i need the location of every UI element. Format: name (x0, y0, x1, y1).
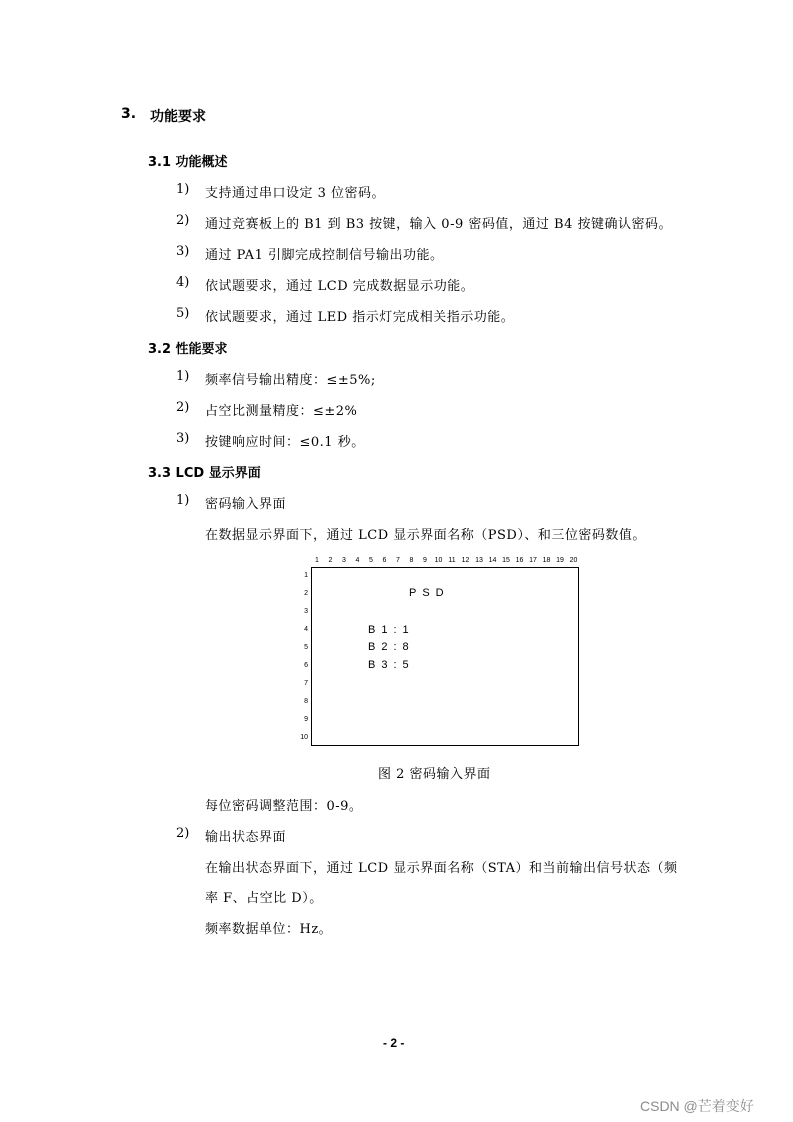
lcd-column-label: 12 (461, 557, 470, 564)
list-item-number: 5) (176, 306, 190, 321)
lcd-row-label: 6 (304, 662, 308, 669)
lcd-line-b1: B1:1 (368, 624, 415, 636)
list-item-number: 1) (176, 182, 190, 197)
lcd-column-label: 10 (434, 557, 443, 564)
paragraph: 每位密码调整范围：0-9。 (205, 799, 363, 814)
list-item-number: 2) (176, 213, 190, 228)
lcd-column-label: 17 (529, 557, 537, 564)
list-item-number: 3) (176, 244, 190, 259)
lcd-row-label: 8 (304, 698, 308, 705)
list-item-text: 通过 PA1 引脚完成控制信号输出功能。 (205, 248, 444, 263)
lcd-column-label: 16 (515, 557, 524, 564)
section-title: 功能要求 (150, 109, 206, 125)
list-item-text: 依试题要求，通过 LCD 完成数据显示功能。 (205, 279, 475, 294)
lcd-line-b2: B2:8 (368, 641, 415, 653)
list-item-text: 支持通过串口设定 3 位密码。 (205, 186, 386, 201)
lcd-column-label: 8 (409, 557, 414, 564)
section-number: 3. (121, 106, 137, 122)
page-number: - 2 - (383, 1036, 405, 1050)
lcd-column-label: 14 (488, 557, 497, 564)
lcd-row-label: 1 (304, 572, 308, 579)
subsection-heading-3-2: 3.2 性能要求 (148, 342, 228, 357)
lcd-line-b3: B3:5 (368, 659, 415, 671)
lcd-column-label: 2 (328, 557, 333, 564)
list-item-title: 输出状态界面 (205, 830, 287, 845)
lcd-column-label: 7 (396, 557, 400, 564)
lcd-column-label: 13 (475, 557, 483, 564)
lcd-row-label: 4 (304, 626, 308, 633)
lcd-column-label: 11 (448, 557, 456, 564)
lcd-column-label: 3 (342, 557, 346, 564)
list-item-text: 通过竞赛板上的 B1 到 B3 按键，输入 0-9 密码值，通过 B4 按键确认密码。 (205, 217, 672, 232)
lcd-column-label: 18 (542, 557, 551, 564)
paragraph: 率 F、占空比 D）。 (205, 891, 323, 906)
list-item-text: 按键响应时间：≤0.1 秒。 (205, 435, 365, 450)
lcd-column-label: 5 (369, 557, 373, 564)
list-item-number: 1) (176, 493, 190, 508)
list-item-number: 3) (176, 431, 190, 446)
figure-caption: 图 2 密码输入界面 (378, 767, 491, 782)
paragraph: 在数据显示界面下，通过 LCD 显示界面名称（PSD）、和三位密码数值。 (205, 528, 646, 543)
lcd-row-label: 9 (304, 716, 308, 723)
lcd-row-label: 10 (300, 734, 308, 741)
lcd-column-label: 19 (556, 557, 564, 564)
lcd-column-label: 15 (502, 557, 510, 564)
lcd-column-label: 4 (355, 557, 360, 564)
lcd-line-psd: PSD (409, 587, 450, 599)
subsection-heading-3-3: 3.3 LCD 显示界面 (148, 466, 261, 481)
list-item-number: 4) (176, 275, 190, 290)
watermark: CSDN @芒着变好 (640, 1098, 754, 1114)
lcd-column-label: 9 (423, 557, 427, 564)
subsection-heading-3-1: 3.1 功能概述 (148, 155, 228, 170)
list-item-number: 1) (176, 369, 190, 384)
lcd-row-label: 2 (304, 590, 308, 597)
list-item-text: 占空比测量精度：≤±2% (205, 404, 358, 419)
lcd-row-label: 5 (304, 644, 308, 651)
lcd-row-label: 7 (304, 680, 308, 687)
list-item-number: 2) (176, 826, 190, 841)
paragraph: 在输出状态界面下，通过 LCD 显示界面名称（STA）和当前输出信号状态（频 (205, 861, 678, 876)
lcd-column-label: 20 (569, 557, 578, 564)
list-item-text: 频率信号输出精度：≤±5%; (205, 373, 376, 388)
lcd-row-label: 3 (304, 608, 308, 615)
list-item-title: 密码输入界面 (205, 497, 287, 512)
lcd-column-label: 6 (382, 557, 387, 564)
list-item-text: 依试题要求，通过 LED 指示灯完成相关指示功能。 (205, 310, 515, 325)
list-item-number: 2) (176, 400, 190, 415)
lcd-column-label: 1 (315, 557, 319, 564)
paragraph: 频率数据单位：Hz。 (205, 922, 333, 937)
